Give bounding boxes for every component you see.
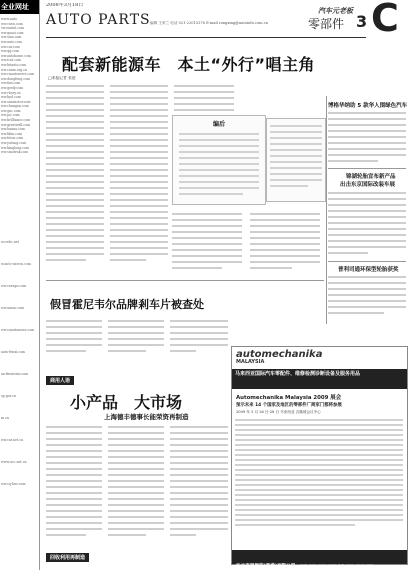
ad-body-text: [235, 417, 407, 535]
right-separator: [328, 261, 406, 262]
ad-line-1: Automechanika Malaysia 2009 展会: [236, 395, 342, 401]
strip-row: ww.icat.com: [1, 58, 21, 63]
strip-row: ww.yutong.com: [1, 141, 26, 146]
bottom-title: 小产品 大市场: [70, 393, 183, 412]
strip-row: ww.sinotruk.com: [1, 150, 29, 155]
strip-row: ww.greatwall.com: [1, 122, 31, 127]
strip-row: vw.eautol.com: [1, 26, 24, 31]
url-item[interactable]: ww.cnautonews.com: [1, 328, 35, 332]
right-subtitle-2: 出击东京国际改装车展: [340, 182, 396, 188]
strip-row: ww.cnautonews.com: [1, 72, 35, 77]
right-article-1-text: [328, 110, 408, 168]
ad-banner: [232, 369, 407, 389]
center-box-text: [173, 130, 265, 206]
ad-line-2: 预示未来 14 个国家及地区的零部件厂商家门都将参展: [236, 403, 342, 408]
strip-row: ww.geely.com: [1, 85, 24, 90]
url-item[interactable]: m.cn: [1, 416, 9, 420]
strip-row: ww.saicmotor.com: [1, 99, 31, 104]
editor-note-text: [268, 122, 324, 200]
paper-logo: 汽车元老板: [318, 7, 353, 15]
byline: □本报记者 张进: [48, 76, 76, 80]
left-strip-list: [0, 16, 39, 156]
ad-footer-tel: 电话 (852) 2230 9233 传真 (852) 2598 8771: [300, 564, 375, 568]
url-item[interactable]: auto-fenxi.com: [1, 350, 25, 354]
right-title-1: 博格华纳助 5 款华人围绿色汽车: [328, 103, 408, 109]
strip-row: ww.faw.com: [1, 81, 21, 86]
ad-sub: MALAYSIA: [236, 359, 265, 365]
right-title-2: 锦湖轮胎宣布新产品: [346, 174, 396, 180]
strip-row: ww.bitauto.com: [1, 62, 27, 67]
strip-row: ww.dongfeng.com: [1, 76, 31, 81]
bottom-article-text: [46, 424, 230, 548]
strip-row: www.auto: [1, 17, 17, 21]
page-number: 3: [356, 12, 368, 31]
left-strip-title: 全业网址: [0, 0, 39, 14]
center-box: [172, 115, 266, 205]
strip-row: ww.caam.org.cn: [1, 67, 28, 72]
strip-row: ww.kinglong.com: [1, 145, 29, 150]
ad-footer: [232, 550, 407, 569]
lead-article-continued: [172, 210, 322, 280]
strip-row: ww.car.com: [1, 44, 20, 49]
strip-row: ww.cnen.com: [1, 21, 23, 26]
right-article-3-text: [328, 274, 408, 322]
mid-left-title: 假冒霍尼韦尔品牌剎车片被查处: [50, 298, 204, 311]
right-title-3: 普利司通环保型轮胎获奖: [338, 267, 399, 273]
mid-left-text: [46, 318, 230, 358]
section-letter: C: [371, 0, 399, 40]
section-cn: 零部件: [308, 17, 345, 31]
strip-row: ww.changan.com: [1, 104, 29, 109]
ad-dates: 2009 年 3 月 26 日-28 日 马来西亚 吉隆坡会议中心: [236, 410, 321, 414]
strip-row: ww.haima.com: [1, 127, 25, 132]
strip-row: ww.foton.com: [1, 136, 24, 141]
strip-row: ww.brilliance.com: [1, 118, 31, 123]
url-item[interactable]: aa-fireatone.com: [1, 372, 29, 376]
bottom-tag: 商用人语: [46, 376, 74, 385]
url-item[interactable]: ww.cq-bus.com: [1, 482, 26, 486]
strip-row: ww.guazi.com: [1, 30, 24, 35]
strip-row: ww.chery.cn: [1, 90, 21, 95]
right-column-divider: [326, 96, 327, 324]
strip-row: ww.byd.com: [1, 95, 21, 100]
mid-separator: [46, 280, 324, 281]
ad-block: [231, 346, 408, 569]
issue-date: 2008年3月18日: [46, 3, 84, 8]
strip-row: ww.gac.com: [1, 108, 21, 113]
center-box-title: 编后: [212, 121, 225, 128]
section-en: AUTO PARTS: [46, 12, 151, 28]
url-item[interactable]: ww.cnexpo.com: [1, 284, 27, 288]
url-item[interactable]: www.ucc.net.cn: [1, 460, 27, 464]
masthead: [46, 0, 406, 40]
left-strip-urls: [1, 240, 39, 504]
url-item[interactable]: w.cwbc.net: [1, 240, 19, 244]
url-item[interactable]: ww.aaeac.com: [1, 306, 25, 310]
url-item[interactable]: sp.gov.cn: [1, 394, 16, 398]
bottom-subtitle: 上海德丰德事长能荣资再制造: [104, 413, 189, 421]
url-item[interactable]: w.auto-nicecn.com: [1, 262, 31, 266]
page-title: 配套新能源车 本土“外行”唱主角: [62, 55, 316, 74]
editor-line: 编辑 王荣兰 电话 021-22015376 E-mail rongxing@autoinfo.com.cn: [150, 21, 269, 25]
ad-footer-company: 法兰克福展览(香港)有限公司: [236, 564, 296, 569]
strip-row: ww.auto.com: [1, 39, 22, 44]
left-strip: [0, 0, 40, 570]
strip-row: ww.autohome.com: [1, 53, 31, 58]
strip-row: ww.lifan.com: [1, 131, 23, 136]
strip-row: ww.jac.com: [1, 113, 20, 118]
strip-row: ww.qq.com: [1, 49, 19, 54]
ad-brand: automechanika: [236, 349, 323, 360]
ad-header: [232, 347, 407, 369]
ad-sub-cn: 马来西亚国际汽车零配件、维修检测诊断设备及服务用品: [235, 371, 361, 377]
masthead-rule: [46, 37, 366, 38]
right-article-2-text: [328, 190, 408, 262]
url-item[interactable]: ww.cat.net.cn: [1, 438, 24, 442]
bottom-tag-2: 回收利用再制造: [46, 553, 89, 562]
right-separator: [328, 168, 406, 169]
strip-row: ww.sina.com: [1, 35, 22, 40]
